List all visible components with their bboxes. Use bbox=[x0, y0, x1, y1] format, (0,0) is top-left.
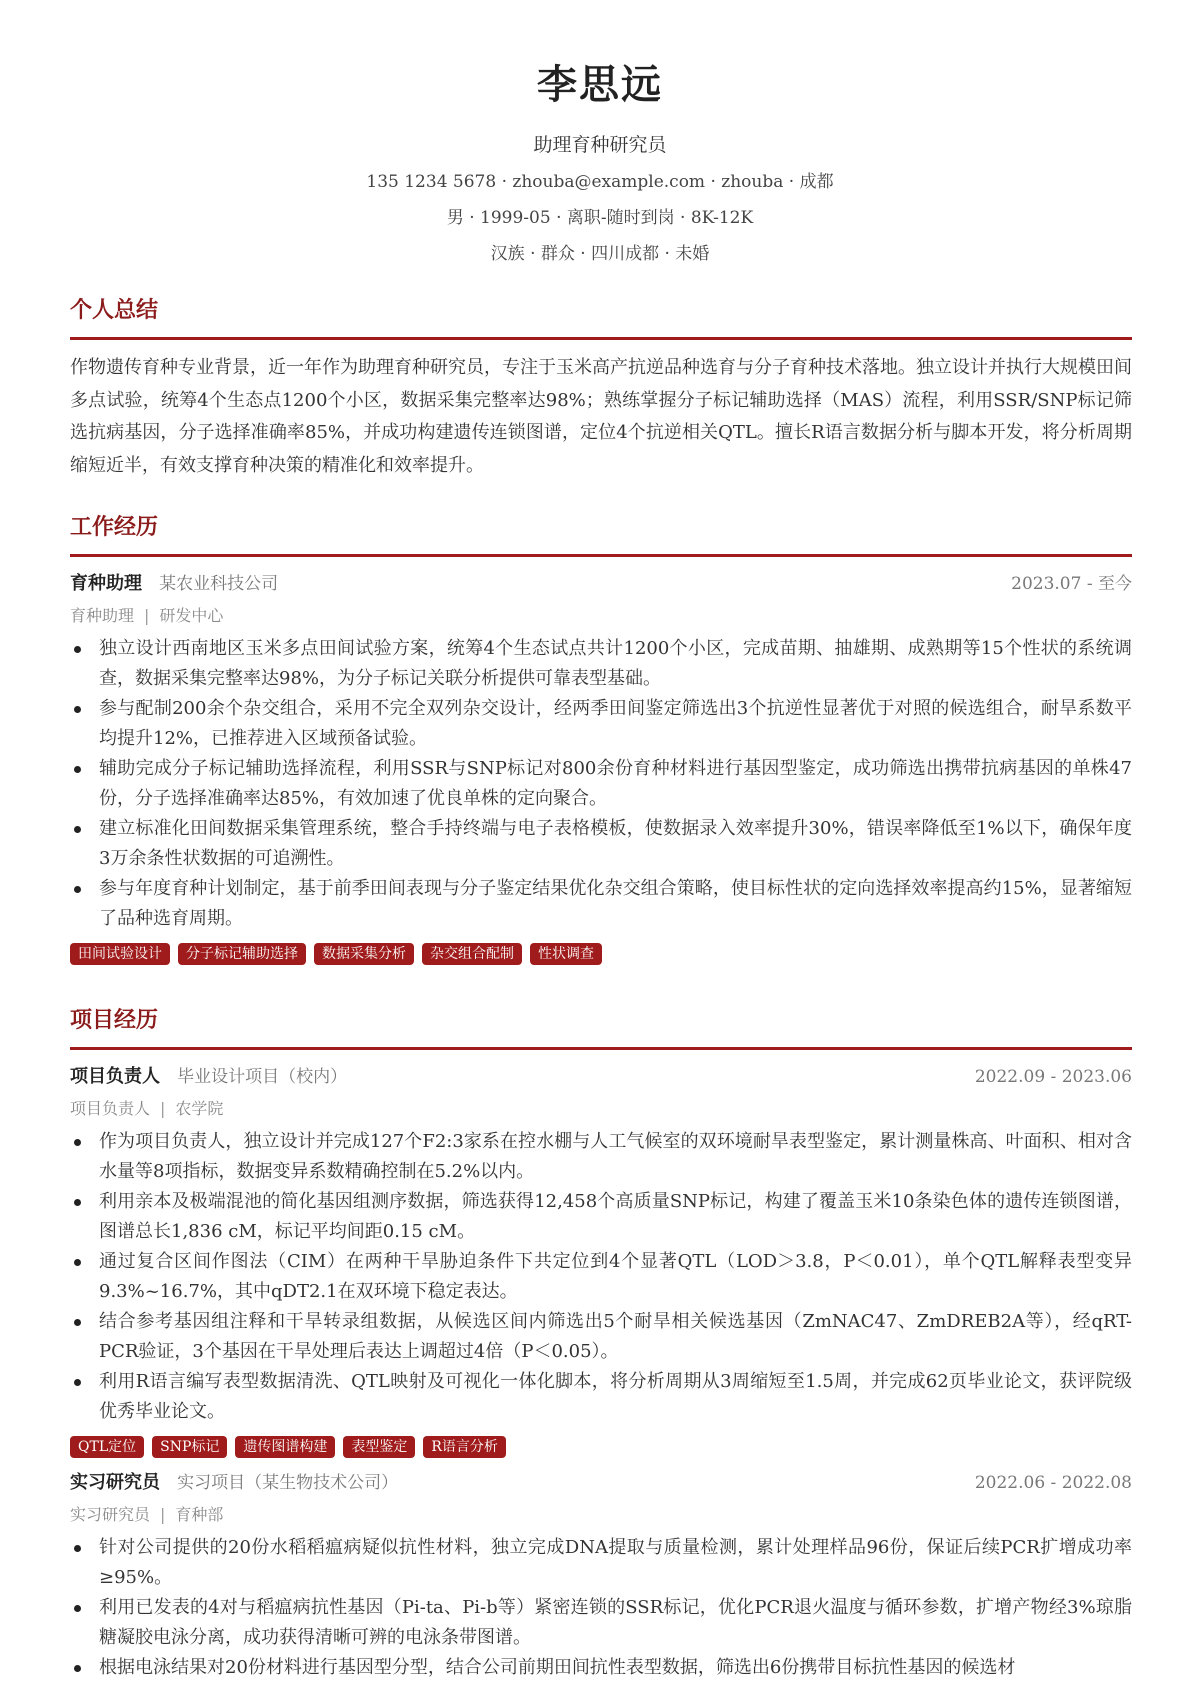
entry-position: 项目负责人 bbox=[70, 1099, 151, 1118]
entry-date: 2023.07 - 至今 bbox=[1011, 574, 1132, 594]
entry-subline bbox=[70, 1503, 1132, 1527]
bullet-item: 利用R语言编写表型数据清洗、QTL映射及可视化一体化脚本，将分析周期从3周缩短至1.5周，并完成62页毕业论文，获评院级优秀毕业论文。 bbox=[70, 1367, 1132, 1427]
skill-tag: 表型鉴定 bbox=[343, 1436, 415, 1458]
bullet-item: 独立设计西南地区玉米多点田间试验方案，统筹4个生态试点共计1200个小区，完成苗期、抽雄期、成熟期等15个性状的系统调查，数据采集完整率达98%，为分子标记关联分析提供可靠表型基础。 bbox=[70, 634, 1132, 694]
skill-tag: 田间试验设计 bbox=[70, 943, 170, 965]
skill-tags bbox=[70, 1436, 1132, 1458]
bullet-list bbox=[70, 1127, 1132, 1427]
skill-tag: 遗传图谱构建 bbox=[235, 1436, 335, 1458]
extra-info-line: 汉族 · 群众 · 四川成都 · 未婚 bbox=[490, 244, 710, 264]
project-entry bbox=[70, 1470, 1132, 1683]
skill-tag: 杂交组合配制 bbox=[422, 943, 522, 965]
bullet-item: 建立标准化田间数据采集管理系统，整合手持终端与电子表格模板，使数据录入效率提升30%，错误率降低至1%以下，确保年度3万余条性状数据的可追溯性。 bbox=[70, 814, 1132, 874]
entry-org: 毕业设计项目（校内） bbox=[177, 1067, 348, 1087]
skill-tag: SNP标记 bbox=[152, 1436, 227, 1458]
work-entry bbox=[70, 571, 1132, 965]
separator: | bbox=[144, 606, 150, 625]
entry-header bbox=[70, 1064, 1132, 1090]
section-title-summary: 个人总结 bbox=[70, 295, 1132, 340]
bullet-item: 通过复合区间作图法（CIM）在两种干旱胁迫条件下共定位到4个显著QTL（LOD＞3.8，P＜0.01），单个QTL解释表型变异9.3%~16.7%，其中qDT2.1在双环境下稳定表达。 bbox=[70, 1247, 1132, 1307]
bullet-item: 辅助完成分子标记辅助选择流程，利用SSR与SNP标记对800余份育种材料进行基因型鉴定，成功筛选出携带抗病基因的单株47份，分子选择准确率达85%，有效加速了优良单株的定向聚合。 bbox=[70, 754, 1132, 814]
summary-text: 作物遗传育种专业背景，近一年作为助理育种研究员，专注于玉米高产抗逆品种选育与分子育种技术落地。独立设计并执行大规模田间多点试验，统筹4个生态点1200个小区，数据采集完整率达98%；熟练掌握分子标记辅助选择（MAS）流程，利用SSR/SNP标记筛选抗病基因，分子选择准确率85%，并成功构建遗传连锁图谱，定位4个抗逆相关QTL。擅长R语言数据分析与脚本开发，将分析周期缩短近半，有效支撑育种决策的精准化和效率提升。 bbox=[70, 357, 1132, 476]
bullet-item: 利用已发表的4对与稻瘟病抗性基因（Pi-ta、Pi-b等）紧密连锁的SSR标记，优化PCR退火温度与循环参数，扩增产物经3%琼脂糖凝胶电泳分离，成功获得清晰可辨的电泳条带图谱。 bbox=[70, 1593, 1132, 1653]
skill-tag: 分子标记辅助选择 bbox=[178, 943, 306, 965]
bullet-list bbox=[70, 634, 1132, 934]
entry-date: 2022.09 - 2023.06 bbox=[974, 1067, 1132, 1087]
entry-dept: 育种部 bbox=[175, 1505, 224, 1524]
resume-header bbox=[0, 0, 1200, 266]
section-title-work: 工作经历 bbox=[70, 512, 1132, 557]
entry-position: 育种助理 bbox=[70, 606, 135, 625]
entry-subline bbox=[70, 1097, 1132, 1121]
bullet-item: 作为项目负责人，独立设计并完成127个F2:3家系在控水棚与人工气候室的双环境耐旱表型鉴定，累计测量株高、叶面积、相对含水量等8项指标，数据变异系数精确控制在5.2%以内。 bbox=[70, 1127, 1132, 1187]
skill-tag: 性状调查 bbox=[530, 943, 602, 965]
summary-section bbox=[70, 295, 1132, 482]
skill-tag: QTL定位 bbox=[70, 1436, 144, 1458]
basic-info-line: 男 · 1999-05 · 离职-随时到岗 · 8K-12K bbox=[446, 208, 754, 228]
entry-dept: 农学院 bbox=[175, 1099, 224, 1118]
entry-header bbox=[70, 571, 1132, 597]
bullet-item: 结合参考基因组注释和干旱转录组数据，从候选区间内筛选出5个耐旱相关候选基因（ZmNAC47、ZmDREB2A等），经qRT-PCR验证，3个基因在干旱处理后表达上调超过4倍（P＜0.05）。 bbox=[70, 1307, 1132, 1367]
skill-tag: 数据采集分析 bbox=[314, 943, 414, 965]
candidate-name: 李思远 bbox=[537, 61, 663, 108]
bullet-item: 参与年度育种计划制定，基于前季田间表现与分子鉴定结果优化杂交组合策略，使目标性状的定向选择效率提高约15%，显著缩短了品种选育周期。 bbox=[70, 874, 1132, 934]
skill-tags bbox=[70, 943, 1132, 965]
skill-tag: R语言分析 bbox=[423, 1436, 506, 1458]
entry-role: 实习研究员 bbox=[70, 1472, 160, 1493]
project-section bbox=[70, 1005, 1132, 1683]
bullet-list bbox=[70, 1533, 1132, 1683]
entry-role: 育种助理 bbox=[70, 573, 142, 594]
entry-subline bbox=[70, 604, 1132, 628]
entry-position: 实习研究员 bbox=[70, 1505, 151, 1524]
project-entry bbox=[70, 1064, 1132, 1458]
bullet-item: 根据电泳结果对20份材料进行基因型分型，结合公司前期田间抗性表型数据，筛选出6份携带目标抗性基因的候选材 bbox=[70, 1653, 1132, 1683]
candidate-title: 助理育种研究员 bbox=[533, 134, 667, 156]
bullet-item: 参与配制200余个杂交组合，采用不完全双列杂交设计，经两季田间鉴定筛选出3个抗逆性显著优于对照的候选组合，耐旱系数平均提升12%，已推荐进入区域预备试验。 bbox=[70, 694, 1132, 754]
work-section bbox=[70, 512, 1132, 965]
separator: | bbox=[160, 1099, 166, 1118]
entry-header bbox=[70, 1470, 1132, 1496]
contact-line: 135 1234 5678 · zhouba@example.com · zhouba · 成都 bbox=[366, 172, 834, 192]
section-title-projects: 项目经历 bbox=[70, 1005, 1132, 1050]
entry-role: 项目负责人 bbox=[70, 1066, 160, 1087]
entry-org: 某农业科技公司 bbox=[159, 574, 279, 594]
entry-org: 实习项目（某生物技术公司） bbox=[177, 1473, 399, 1493]
bullet-item: 利用亲本及极端混池的简化基因组测序数据，筛选获得12,458个高质量SNP标记，构建了覆盖玉米10条染色体的遗传连锁图谱，图谱总长1,836 cM，标记平均间距0.15 cM。 bbox=[70, 1187, 1132, 1247]
entry-date: 2022.06 - 2022.08 bbox=[974, 1473, 1132, 1493]
separator: | bbox=[160, 1505, 166, 1524]
bullet-item: 针对公司提供的20份水稻稻瘟病疑似抗性材料，独立完成DNA提取与质量检测，累计处理样品96份，保证后续PCR扩增成功率≥95%。 bbox=[70, 1533, 1132, 1593]
entry-dept: 研发中心 bbox=[159, 606, 224, 625]
